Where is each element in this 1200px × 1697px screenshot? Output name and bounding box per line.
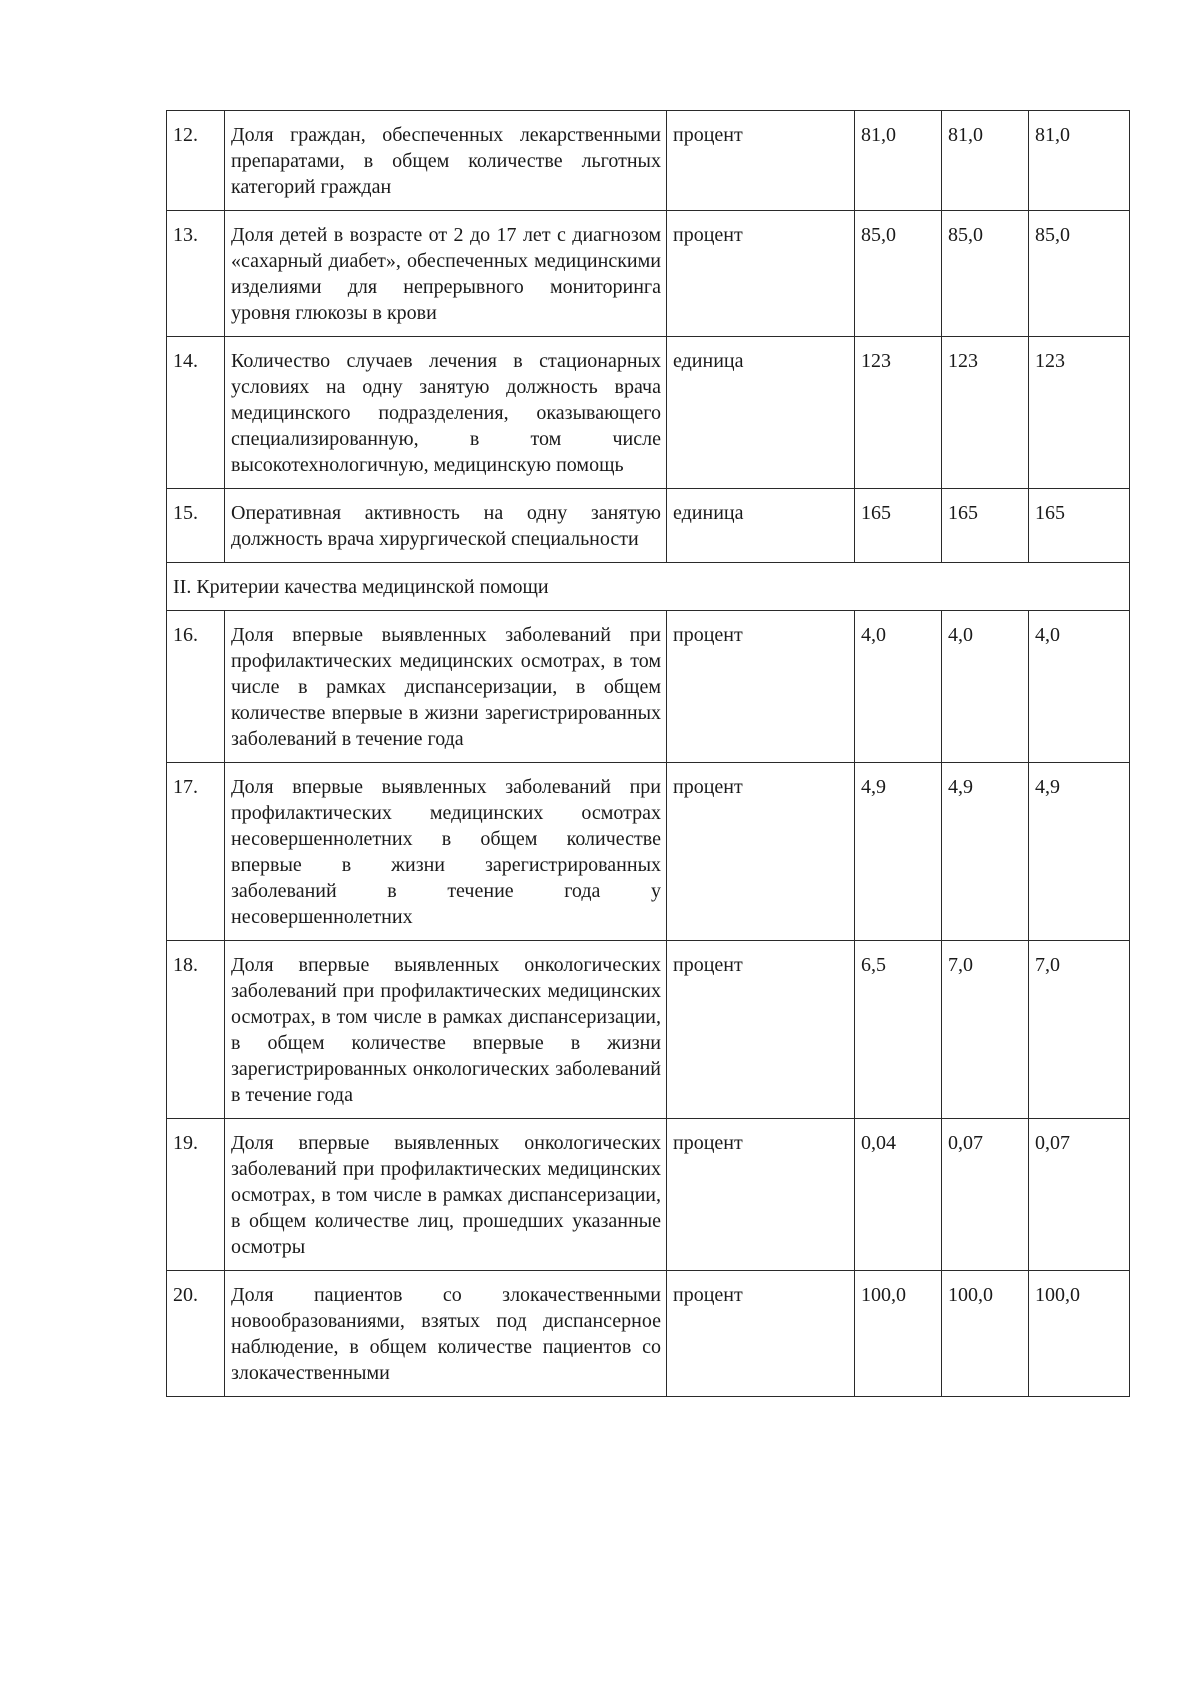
unit-of-measure: процент (667, 111, 855, 211)
criterion-name: Доля впервые выявленных заболеваний при профилактических медицинских осмотрах, в том числе в рамках диспансеризации, в общем количестве впервые в жизни зарегистрированных заболеваний в течение года (225, 611, 667, 763)
table-body-section-1 (167, 111, 1130, 563)
table-row (167, 941, 1130, 1119)
value-year-2: 81,0 (942, 111, 1029, 211)
criterion-name: Доля пациентов со злокачественными новообразованиями, взятых под диспансерное наблюдение, в общем количестве пациентов со злокачественными (225, 1271, 667, 1397)
value-year-3: 165 (1029, 489, 1130, 563)
criterion-name: Оперативная активность на одну занятую должность врача хирургической специальности (225, 489, 667, 563)
value-year-3: 100,0 (1029, 1271, 1130, 1397)
unit-of-measure: процент (667, 763, 855, 941)
criterion-name: Доля детей в возрасте от 2 до 17 лет с диагнозом «сахарный диабет», обеспеченных медицинскими изделиями для непрерывного мониторинга уровня глюкозы в крови (225, 211, 667, 337)
value-year-3: 4,0 (1029, 611, 1130, 763)
criterion-name: Доля граждан, обеспеченных лекарственными препаратами, в общем количестве льготных категорий граждан (225, 111, 667, 211)
table-row (167, 337, 1130, 489)
criterion-name: Количество случаев лечения в стационарных условиях на одну занятую должность врача медицинского подразделения, оказывающего специализированную, в том числе высокотехнологичную, медицинскую помощь (225, 337, 667, 489)
row-number: 16. (167, 611, 225, 763)
value-year-1: 4,0 (855, 611, 942, 763)
section-title: II. Критерии качества медицинской помощи (167, 563, 1130, 611)
row-number: 14. (167, 337, 225, 489)
criterion-name: Доля впервые выявленных заболеваний при профилактических медицинских осмотрах несовершеннолетних в общем количестве впервые в жизни зарегистрированных заболеваний в течение года у несовершеннолетних (225, 763, 667, 941)
value-year-1: 6,5 (855, 941, 942, 1119)
value-year-1: 4,9 (855, 763, 942, 941)
unit-of-measure: процент (667, 1271, 855, 1397)
unit-of-measure: единица (667, 337, 855, 489)
value-year-2: 4,0 (942, 611, 1029, 763)
value-year-2: 123 (942, 337, 1029, 489)
value-year-1: 165 (855, 489, 942, 563)
table-row (167, 611, 1130, 763)
criterion-name: Доля впервые выявленных онкологических заболеваний при профилактических медицинских осмотрах, в том числе в рамках диспансеризации, в общем количестве лиц, прошедших указанные осмотры (225, 1119, 667, 1271)
row-number: 13. (167, 211, 225, 337)
row-number: 20. (167, 1271, 225, 1397)
value-year-2: 0,07 (942, 1119, 1029, 1271)
unit-of-measure: процент (667, 211, 855, 337)
value-year-2: 165 (942, 489, 1029, 563)
table-row (167, 1119, 1130, 1271)
unit-of-measure: процент (667, 941, 855, 1119)
unit-of-measure: процент (667, 1119, 855, 1271)
value-year-3: 7,0 (1029, 941, 1130, 1119)
table-body-section-2 (167, 611, 1130, 1397)
table-body-section-header (167, 563, 1130, 611)
value-year-3: 81,0 (1029, 111, 1130, 211)
section-header-row (167, 563, 1130, 611)
value-year-1: 0,04 (855, 1119, 942, 1271)
criteria-table (166, 110, 1130, 1397)
value-year-2: 7,0 (942, 941, 1029, 1119)
value-year-2: 4,9 (942, 763, 1029, 941)
row-number: 15. (167, 489, 225, 563)
table-row (167, 111, 1130, 211)
unit-of-measure: единица (667, 489, 855, 563)
table-row (167, 489, 1130, 563)
value-year-1: 85,0 (855, 211, 942, 337)
value-year-1: 81,0 (855, 111, 942, 211)
value-year-1: 100,0 (855, 1271, 942, 1397)
value-year-3: 0,07 (1029, 1119, 1130, 1271)
criterion-name: Доля впервые выявленных онкологических заболеваний при профилактических медицинских осмотрах, в том числе в рамках диспансеризации, в общем количестве впервые в жизни зарегистрированных онкологических заболеваний в течение года (225, 941, 667, 1119)
row-number: 18. (167, 941, 225, 1119)
row-number: 12. (167, 111, 225, 211)
value-year-2: 85,0 (942, 211, 1029, 337)
value-year-3: 85,0 (1029, 211, 1130, 337)
table-row (167, 211, 1130, 337)
value-year-2: 100,0 (942, 1271, 1029, 1397)
unit-of-measure: процент (667, 611, 855, 763)
value-year-1: 123 (855, 337, 942, 489)
table-row (167, 763, 1130, 941)
row-number: 19. (167, 1119, 225, 1271)
table-row (167, 1271, 1130, 1397)
row-number: 17. (167, 763, 225, 941)
value-year-3: 4,9 (1029, 763, 1130, 941)
value-year-3: 123 (1029, 337, 1130, 489)
